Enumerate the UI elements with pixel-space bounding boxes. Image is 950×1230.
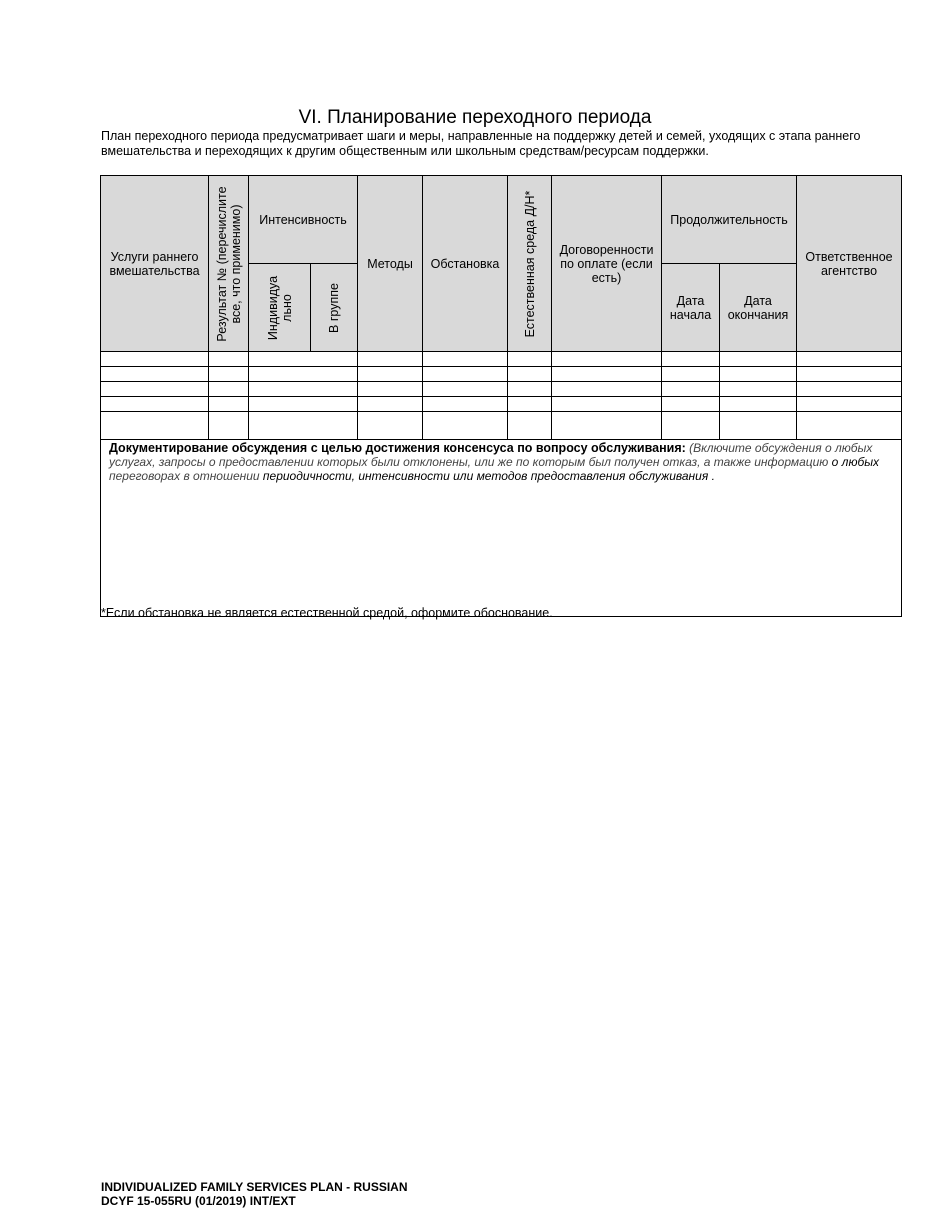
cell-end-date[interactable] (720, 352, 797, 367)
cell-payment[interactable] (552, 367, 662, 382)
header-intensity: Интенсивность (249, 176, 358, 264)
cell-intensity[interactable] (249, 352, 358, 367)
cell-result[interactable] (209, 382, 249, 397)
cell-payment[interactable] (552, 412, 662, 440)
header-setting: Обстановка (423, 176, 508, 352)
cell-agency[interactable] (797, 412, 902, 440)
cell-natural-env[interactable] (508, 412, 552, 440)
cell-start-date[interactable] (662, 412, 720, 440)
cell-end-date[interactable] (720, 367, 797, 382)
discussion-instructions-2: о любых (831, 455, 880, 469)
header-services: Услуги раннего вмешательства (101, 176, 209, 352)
discussion-instructions: (Включите обсуждения о любых услугах, запросы о предоставлении которых были отклонены, или же по которым был получен отказ, а также информацию (109, 441, 873, 469)
cell-methods[interactable] (358, 412, 423, 440)
cell-natural-env[interactable] (508, 397, 552, 412)
cell-start-date[interactable] (662, 367, 720, 382)
table-row (101, 397, 902, 412)
cell-services[interactable] (101, 352, 209, 367)
cell-payment[interactable] (552, 382, 662, 397)
footnote: *Если обстановка не является естественной средой, оформите обоснование. (101, 606, 553, 620)
section-title: VI. Планирование переходного периода (298, 107, 652, 128)
cell-agency[interactable] (797, 397, 902, 412)
header-payment: Договоренности по оплате (если есть) (552, 176, 662, 352)
cell-methods[interactable] (358, 352, 423, 367)
header-group: В группе (311, 264, 358, 352)
cell-start-date[interactable] (662, 397, 720, 412)
table-row (101, 367, 902, 382)
cell-natural-env[interactable] (508, 352, 552, 367)
cell-methods[interactable] (358, 367, 423, 382)
cell-start-date[interactable] (662, 352, 720, 367)
footer-form-title: INDIVIDUALIZED FAMILY SERVICES PLAN - RUSSIAN (101, 1180, 408, 1194)
cell-methods[interactable] (358, 382, 423, 397)
cell-intensity[interactable] (249, 367, 358, 382)
cell-end-date[interactable] (720, 382, 797, 397)
header-individual: Индивидуа льно (249, 264, 311, 352)
table-row (101, 382, 902, 397)
discussion-instructions-4: периодичности, интенсивности или методов предоставления обслуживания . (262, 469, 715, 483)
cell-end-date[interactable] (720, 397, 797, 412)
cell-end-date[interactable] (720, 412, 797, 440)
cell-result[interactable] (209, 412, 249, 440)
form-footer (101, 1180, 408, 1208)
cell-setting[interactable] (423, 367, 508, 382)
cell-setting[interactable] (423, 382, 508, 397)
header-agency: Ответственное агентство (797, 176, 902, 352)
header-methods: Методы (358, 176, 423, 352)
intro-text: План переходного периода предусматривает шаги и меры, направленные на поддержку детей и семей, уходящих с этапа раннего вмешательства и переходящих к другим общественным или школьным средствам/ресурсам поддержки. (101, 129, 861, 158)
discussion-notes-field[interactable] (101, 440, 902, 617)
cell-payment[interactable] (552, 352, 662, 367)
cell-services[interactable] (101, 397, 209, 412)
cell-setting[interactable] (423, 352, 508, 367)
cell-services[interactable] (101, 382, 209, 397)
cell-intensity[interactable] (249, 412, 358, 440)
cell-services[interactable] (101, 367, 209, 382)
discussion-label: Документирование обсуждения с целью достижения консенсуса по вопросу обслуживания: (109, 441, 686, 455)
table-row (101, 412, 902, 440)
discussion-instructions-3: переговорах в отношении (109, 469, 260, 483)
cell-agency[interactable] (797, 367, 902, 382)
cell-intensity[interactable] (249, 382, 358, 397)
table-row (101, 352, 902, 367)
cell-result[interactable] (209, 367, 249, 382)
cell-services[interactable] (101, 412, 209, 440)
cell-natural-env[interactable] (508, 382, 552, 397)
cell-result[interactable] (209, 397, 249, 412)
cell-methods[interactable] (358, 397, 423, 412)
header-start-date: Дата начала (662, 264, 720, 352)
cell-intensity[interactable] (249, 397, 358, 412)
cell-agency[interactable] (797, 352, 902, 367)
cell-setting[interactable] (423, 397, 508, 412)
header-end-date: Дата окончания (720, 264, 797, 352)
transition-plan-table (100, 175, 902, 617)
cell-natural-env[interactable] (508, 367, 552, 382)
cell-payment[interactable] (552, 397, 662, 412)
cell-start-date[interactable] (662, 382, 720, 397)
cell-setting[interactable] (423, 412, 508, 440)
header-result: Результат № (перечислите все, что применимо) (209, 176, 249, 352)
footer-form-number: DCYF 15-055RU (01/2019) INT/EXT (101, 1194, 296, 1208)
cell-result[interactable] (209, 352, 249, 367)
header-duration: Продолжительность (662, 176, 797, 264)
header-natural-environment: Естественная среда Д/Н* (508, 176, 552, 352)
cell-agency[interactable] (797, 382, 902, 397)
